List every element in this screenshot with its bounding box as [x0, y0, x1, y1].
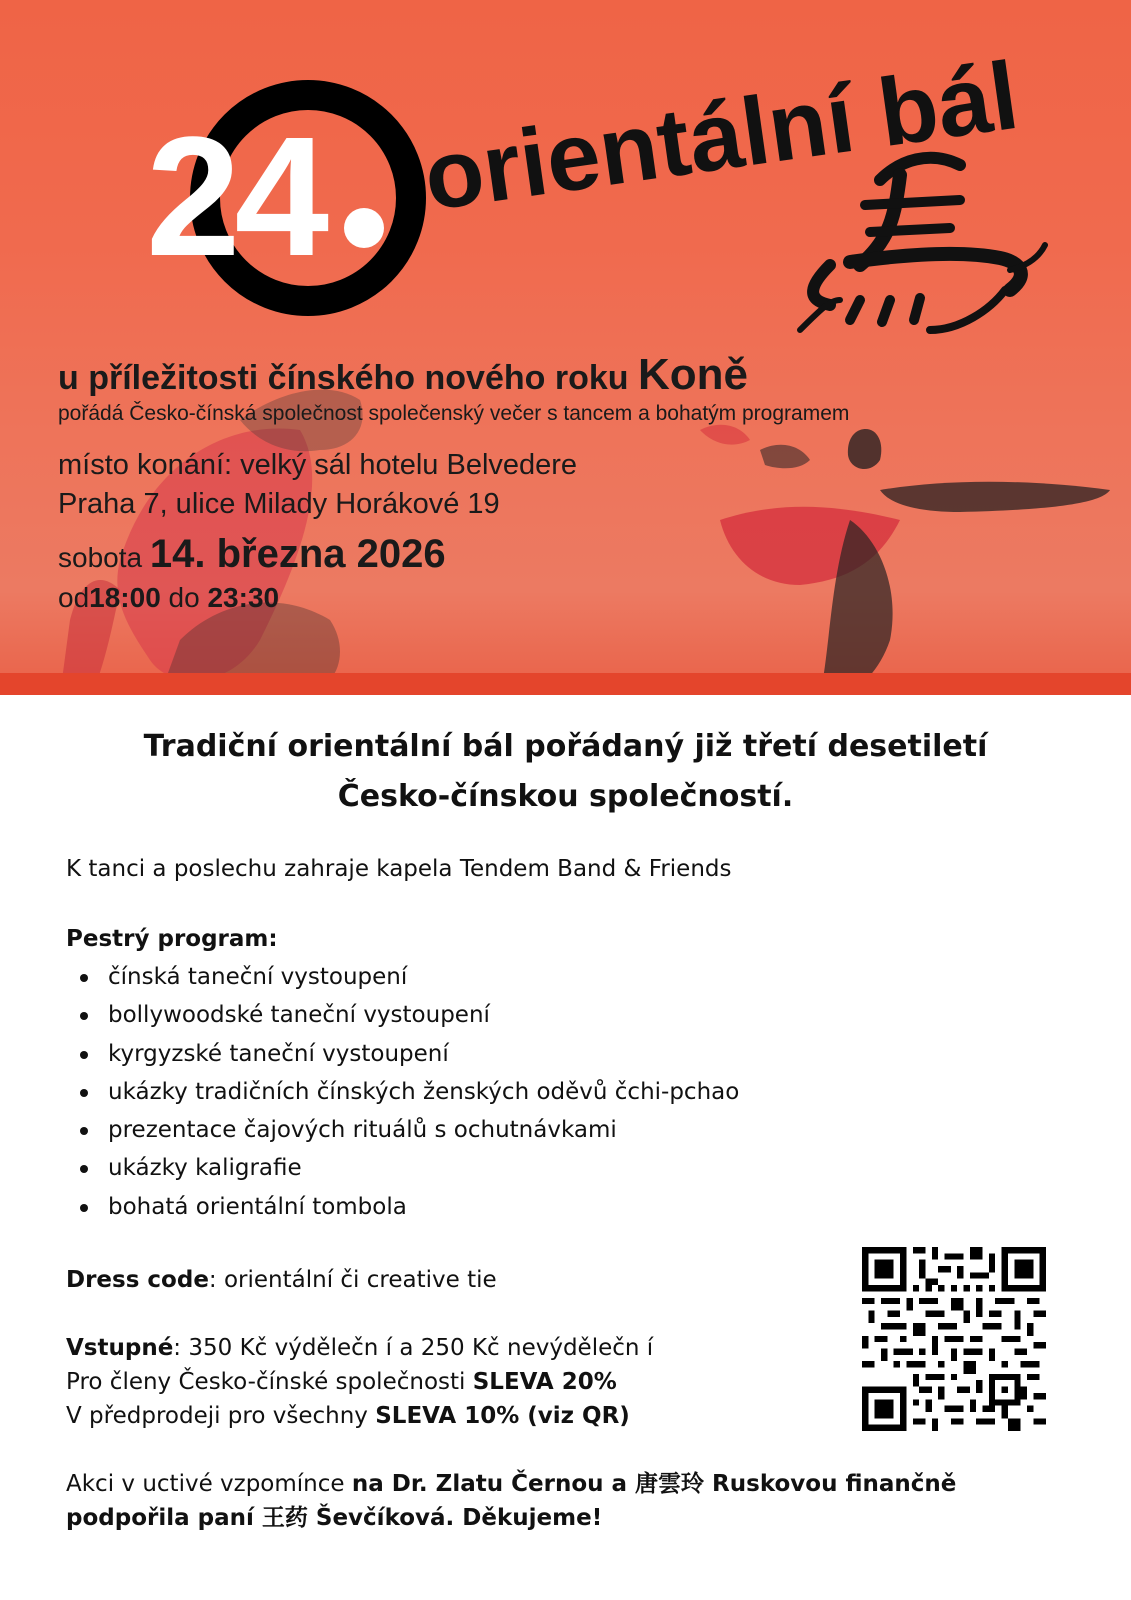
list-item: bohatá orientální tombola [66, 1188, 739, 1226]
time-from: 18:00 [89, 582, 161, 613]
list-item: ukázky kaligrafie [66, 1149, 739, 1187]
list-item: bollywoodské taneční vystoupení [66, 996, 739, 1034]
time-to: 23:30 [207, 582, 280, 613]
acknowledgement-bold: na Dr. Zlatu Černou a 唐雲玲 Ruskovou finančně podpořila paní 王药 Ševčíková. Děkujeme! [66, 1471, 957, 1531]
program-list [66, 958, 739, 1226]
horse-calligraphy-icon [800, 158, 1045, 330]
presale-discount [66, 1399, 630, 1433]
list-item: čínská taneční vystoupení [66, 958, 739, 996]
address-line: Praha 7, ulice Milady Horákové 19 [58, 488, 500, 520]
list-item: ukázky tradičních čínských ženských oděvů čchi-pchao [66, 1073, 739, 1111]
number-dot [344, 208, 384, 248]
headline-line-2: Česko-čínskou společností. [337, 779, 794, 814]
admission-label: Vstupné [66, 1335, 174, 1361]
venue-line: místo konání: velký sál hotelu Belvedere [58, 449, 578, 481]
time-line [58, 582, 279, 614]
occasion-text: u příležitosti čínského nového roku [58, 359, 638, 397]
banner-bottom-strip [0, 673, 1131, 695]
admission-price [66, 1331, 653, 1365]
date-line [58, 532, 446, 577]
member-discount [66, 1365, 617, 1399]
member-discount-value: SLEVA 20% [472, 1369, 617, 1395]
time-to-label: do [160, 582, 208, 613]
admission-value: : 350 Kč výdělečn í a 250 Kč nevýdělečn í [173, 1335, 654, 1361]
event-banner [0, 0, 1131, 695]
dress-code-value: : orientální či creative tie [208, 1267, 497, 1293]
organizer-line: pořádá Česko-čínská společnost společenský večer s tancem a bohatým programem [58, 402, 850, 425]
acknowledgement [66, 1467, 1076, 1535]
dress-code [66, 1263, 497, 1297]
occasion-line [58, 350, 748, 400]
presale-discount-value: SLEVA 10% (viz QR) [375, 1403, 630, 1429]
band-info: K tanci a poslechu zahraje kapela Tendem Band & Friends [66, 856, 732, 882]
headline [0, 722, 1131, 822]
weekday: sobota [58, 542, 150, 573]
list-item: kyrgyzské taneční vystoupení [66, 1035, 739, 1073]
headline-line-1: Tradiční orientální bál pořádaný již třetí desetiletí [143, 729, 988, 764]
acknowledgement-text: Akci v uctivé vzpomínce [66, 1471, 352, 1497]
banner-title: orientální bál [417, 41, 1025, 231]
list-item: prezentace čajových rituálů s ochutnávkami [66, 1111, 739, 1149]
year-of-horse: Koně [637, 350, 748, 399]
member-discount-text: Pro členy Česko-čínské společnosti [66, 1369, 473, 1395]
qr-code-icon[interactable] [862, 1247, 1046, 1431]
program-title: Pestrý program: [66, 926, 278, 952]
time-from-label: od [58, 582, 90, 613]
event-date: 14. března 2026 [149, 532, 446, 576]
dress-code-label: Dress code [66, 1267, 209, 1293]
edition-number: 24 [146, 102, 324, 292]
presale-discount-text: V předprodeji pro všechny [66, 1403, 376, 1429]
